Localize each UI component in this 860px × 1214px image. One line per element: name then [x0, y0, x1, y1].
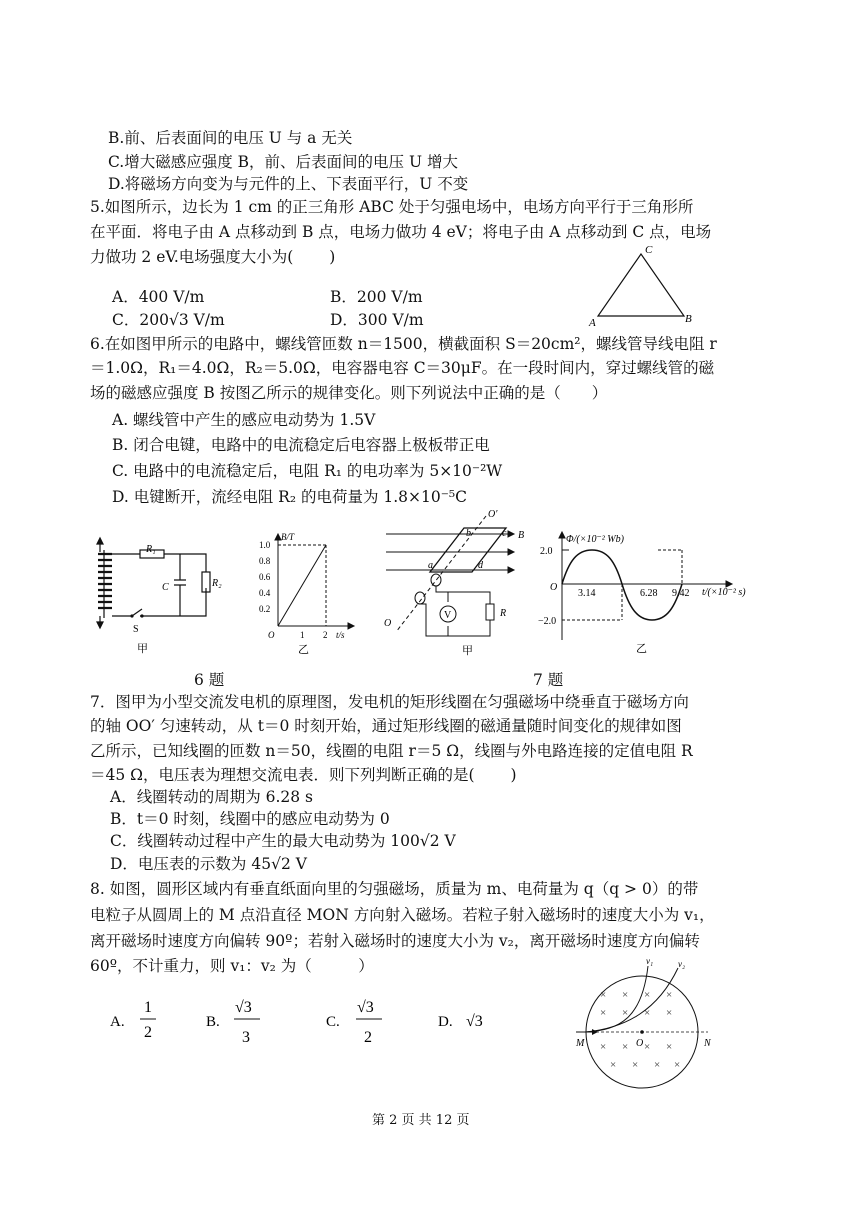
q7-option-c: C．线圈转动过程中产生的最大电动势为 100√2 V	[110, 832, 456, 850]
q8-option-d-label: D.	[438, 1014, 453, 1030]
q8-stem-line1: 8. 如图，圆形区域内有垂直纸面向里的匀强磁场，质量为 m、电荷量为 q（q > 0）的带	[90, 880, 699, 898]
q7-stem-line1: 7．图甲为小型交流发电机的原理图，发电机的矩形线圈在匀强磁场中绕垂直于磁场方向	[90, 693, 689, 711]
svg-text:×: ×	[644, 989, 651, 1001]
svg-text:×: ×	[622, 1041, 629, 1053]
q8-stem-line2: 电粒子从圆周上的 M 点沿直径 MON 方向射入磁场。若粒子射入磁场时的速度大小为 v₁，	[90, 906, 715, 924]
q8-option-d-value: √3	[466, 1013, 483, 1030]
flux-ytick-pos: 2.0	[540, 546, 553, 557]
svg-text:×: ×	[610, 1059, 617, 1071]
vertex-a-label: A	[589, 317, 596, 329]
d-label: d	[478, 560, 483, 571]
flux-xlabel: t/(×10⁻² s)	[702, 587, 746, 598]
svg-text:×: ×	[600, 989, 607, 1001]
flux-xtick: 3.14	[578, 588, 596, 599]
m-label: M	[576, 1038, 585, 1049]
svg-text:×: ×	[666, 1041, 673, 1053]
svg-text:×: ×	[622, 1007, 629, 1019]
bt-xlabel: t/s	[336, 630, 345, 640]
n-label: N	[704, 1038, 711, 1049]
q6-option-a: A. 螺线管中产生的感应电动势为 1.5V	[112, 411, 376, 429]
bt-ytick: 1.0	[259, 540, 271, 550]
switch-label: S	[133, 624, 139, 635]
q8-option-a-label: A.	[110, 1014, 125, 1030]
q4-option-b: B.前、后表面间的电压 U 与 a 无关	[108, 129, 353, 147]
q8-option-c-label: C.	[326, 1014, 340, 1030]
q4-option-d: D.将磁场方向变为与元件的上、下表面平行，U 不变	[108, 175, 469, 193]
field-crosses	[600, 989, 680, 1071]
flux-xtick: 6.28	[640, 588, 658, 599]
flux-xtick: 9.42	[672, 588, 690, 599]
fig-yi-caption: 乙	[298, 644, 309, 656]
fig-yi-caption: 乙	[636, 643, 647, 655]
q5-option-c: C．200√3 V/m	[112, 311, 225, 329]
q8-option-c-numerator: √3	[357, 999, 374, 1016]
q6-circuit-figure	[88, 530, 228, 660]
bt-ylabel: B/T	[281, 532, 295, 542]
r1-label: R₁	[146, 544, 156, 555]
bt-origin: O	[268, 630, 275, 640]
q8-option-a-numerator: 1	[144, 999, 152, 1016]
q5-option-a: A．400 V/m	[112, 288, 205, 306]
q7-stem-line4: ＝45 Ω，电压表为理想交流电表．则下列判断正确的是( )	[90, 766, 517, 784]
q6-option-d: D. 电键断开，流经电阻 R₂ 的电荷量为 1.8×10⁻⁵C	[112, 488, 468, 506]
q8-magnetic-field-figure	[570, 958, 720, 1090]
bt-ytick: 0.4	[259, 588, 271, 598]
vertex-c-label: C	[645, 244, 653, 256]
bt-ytick: 0.6	[259, 572, 271, 582]
q8-stem-line4: 60º，不计重力，则 v₁：v₂ 为（ ）	[90, 957, 374, 975]
q5-option-b: B．200 V/m	[330, 288, 423, 306]
q5-option-d: D．300 V/m	[330, 311, 424, 329]
q8-option-b-label: B.	[206, 1014, 220, 1030]
q8-option-c-denominator: 2	[364, 1029, 372, 1046]
q7-figure-caption: 7 题	[533, 671, 564, 689]
q8-option-a-denominator: 2	[144, 1024, 152, 1041]
switch-s	[132, 609, 142, 616]
q7-option-a: A．线圈转动的周期为 6.28 s	[110, 788, 314, 806]
bt-xtick: 2	[323, 630, 328, 640]
q8-stem-line3: 离开磁场时速度方向偏转 90º；若射入磁场时的速度大小为 v₂，离开磁场时速度方向偏转	[90, 932, 700, 950]
a-label: a	[428, 560, 433, 571]
svg-text:×: ×	[644, 1041, 651, 1053]
field-b-label: B	[518, 530, 525, 541]
b-label: b	[466, 528, 471, 539]
fig-jia-caption: 甲	[462, 645, 473, 657]
q7-option-d: D．电压表的示数为 45√2 V	[110, 855, 307, 873]
vertex-b-label: B	[685, 313, 692, 325]
q5-stem-line3: 力做功 2 eV.电场强度大小为( )	[90, 248, 336, 266]
svg-text:×: ×	[600, 1041, 607, 1053]
q4-option-c: C.增大磁感应强度 B，前、后表面间的电压 U 增大	[108, 153, 458, 171]
resistor-r	[486, 604, 494, 620]
q5-stem-line1: 5.如图所示，边长为 1 cm 的正三角形 ABC 处于匀强电场中，电场方向平行于三角形所	[90, 198, 694, 216]
r2-label: R₂	[212, 578, 222, 589]
q6-bt-graph	[250, 528, 360, 658]
c-label: c	[502, 528, 507, 539]
o-label: O	[384, 618, 392, 629]
capacitor-label: C	[162, 582, 169, 593]
svg-text:×: ×	[644, 1007, 651, 1019]
page-footer: 第 2 页 共 12 页	[372, 1113, 470, 1128]
svg-text:×: ×	[622, 989, 629, 1001]
svg-text:×: ×	[654, 1059, 661, 1071]
v2-label: v₂	[678, 959, 686, 969]
q6-stem-line2: ＝1.0Ω，R₁＝4.0Ω，R₂＝5.0Ω，电容器电容 C＝30μF。在一段时间内，穿过螺线管的磁	[90, 359, 715, 377]
q8-option-b-numerator: √3	[235, 999, 252, 1016]
bt-xtick: 1	[300, 630, 305, 640]
q6-option-c: C. 电路中的电流稳定后，电阻 R₁ 的电功率为 5×10⁻²W	[112, 462, 503, 480]
voltmeter-label: V	[444, 610, 452, 621]
q8-options	[110, 990, 530, 1050]
fig-jia-caption: 甲	[137, 643, 148, 655]
flux-origin: O	[550, 582, 558, 593]
q6-stem-line3: 场的磁感应强度 B 按图乙所示的规律变化。则下列说法中正确的是（ ）	[90, 384, 608, 402]
svg-text:×: ×	[666, 989, 673, 1001]
o-prime-label: O′	[488, 509, 498, 520]
flux-ytick-neg: −2.0	[538, 616, 557, 627]
q7-stem-line3: 乙所示，已知线圈的匝数 n＝50，线圈的电阻 r＝5 Ω，线圈与外电路连接的定值电阻 R	[90, 742, 693, 760]
bt-ytick: 0.8	[259, 556, 271, 566]
capacitor	[174, 554, 186, 616]
flux-ylabel: Φ/(×10⁻² Wb)	[566, 534, 624, 545]
q5-triangle-figure	[586, 240, 696, 330]
o-center-label: O	[636, 1038, 644, 1049]
q7-stem-line2: 的轴 OO′ 匀速转动，从 t＝0 时刻开始，通过矩形线圈的磁通量随时间变化的规律如图	[90, 717, 682, 735]
q7-flux-graph	[538, 528, 778, 658]
q7-generator-figure	[378, 508, 538, 658]
r-label: R	[500, 608, 507, 619]
svg-text:×: ×	[632, 1059, 639, 1071]
q6-stem-line1: 6.在如图甲所示的电路中，螺线管匝数 n＝1500，横截面积 S＝20cm²，螺线管导线电阻 r	[90, 335, 717, 353]
bt-ytick: 0.2	[259, 604, 271, 614]
svg-text:×: ×	[666, 1007, 673, 1019]
q8-option-b-denominator: 3	[242, 1029, 250, 1046]
svg-text:×: ×	[600, 1007, 607, 1019]
bt-line	[278, 545, 326, 626]
svg-text:×: ×	[674, 1059, 681, 1071]
v1-label: v₁	[646, 958, 654, 966]
solenoid-coil	[98, 554, 112, 608]
q5-stem-line2: 在平面．将电子由 A 点移动到 B 点，电场力做功 4 eV；将电子由 A 点移动到 C 点，电场	[90, 223, 712, 241]
q6-figure-caption: 6 题	[194, 671, 225, 689]
q7-option-b: B．t＝0 时刻，线圈中的感应电动势为 0	[110, 810, 390, 828]
triangle-abc	[598, 254, 684, 316]
q6-option-b: B. 闭合电键，电路中的电流稳定后电容器上极板带正电	[112, 436, 490, 454]
